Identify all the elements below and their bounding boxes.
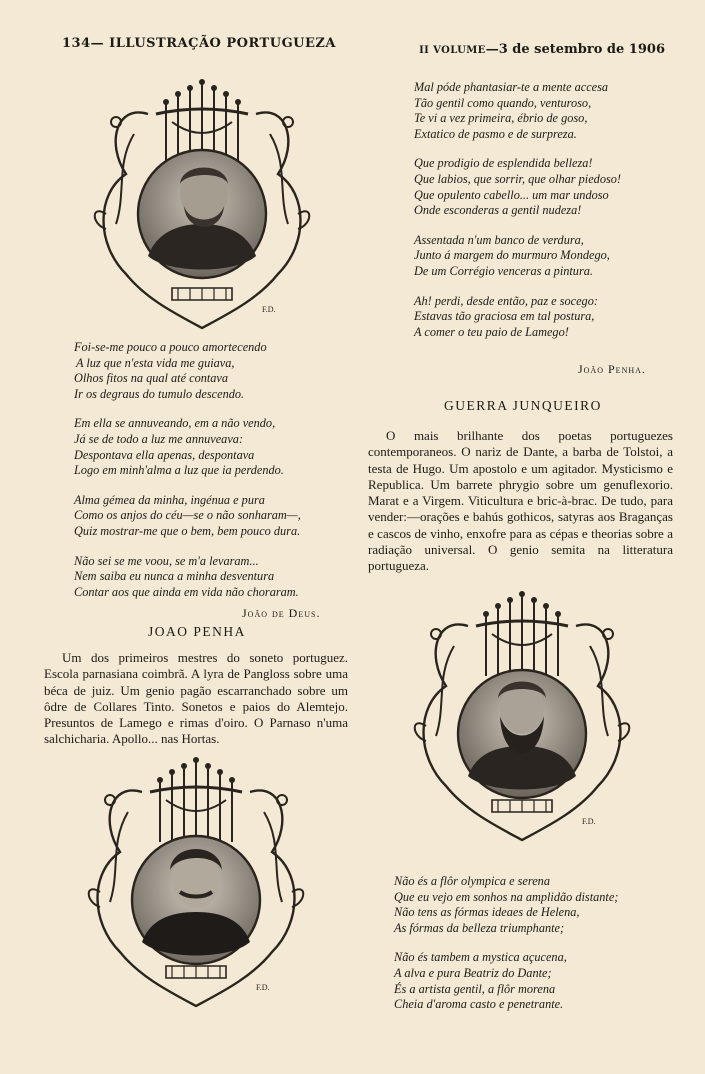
verse-line: Assentada n'um banco de verdura, [414,232,584,247]
verse-line: Mal póde phantasiar-te a mente accesa [414,80,609,94]
bio-joao-penha [44,650,348,748]
verse-line: És a artista gentil, a flôr morena [394,981,556,996]
verse-line: Que opulento cabello... um mar undoso [414,187,609,202]
verse-line: Não tens as fórmas ideaes de Helena, [394,905,580,920]
signature-joao-de-deus: João de Deus. [242,606,321,620]
verse-line: A luz que n'esta vida me guiava, [76,355,235,370]
verse-line: Junto á margem do murmuro Mondego, [414,248,610,263]
verse-line: Nem saiba eu nunca a minha desventura [74,569,275,584]
page-header-title: 134— ILLUSTRAÇÃO PORTUGUEZA [62,36,336,51]
verse-line: Não és a flôr olympica e serena [394,874,550,888]
bio-text: Um dos primeiros mestres do soneto portuguez. Escola parnasiana coimbrã. A lyra de Pangloss sobre uma béca de juiz. Um genio pagão escarranchado sobre um ôdre de Collares Tinto. Sonetos e paios do Alemtejo. Presuntos de Lamego e rimas d'oiro. O Parnaso n'uma salchicharia. Apollo... nas Hortas. [44,650,348,747]
poem-joao-de-deus [74,340,301,600]
issue-date: —3 de setembro de 1906 [485,42,665,57]
monogram-2: F.D. [256,983,270,992]
monogram-1: F.D. [262,305,276,314]
verse-line: Cheia d'aroma casto e penetrante. [394,997,564,1012]
verse-line: Que labios, que sorrir, que olhar piedoso! [414,171,621,186]
verse-line: Despontava ella apenas, despontava [74,447,255,462]
verse-line: Olhos fitos na qual até contava [74,371,229,386]
lyre-portrait-joao-penha [80,752,312,1014]
verse-line: Tão gentil como quando, venturoso, [414,95,592,110]
bio-guerra-junqueiro [368,428,673,575]
signature-joao-penha: João Penha. [578,362,646,376]
heading-guerra-junqueiro: GUERRA JUNQUEIRO [444,398,602,413]
monogram-3: F.D. [582,817,596,826]
poem-joao-penha [414,80,621,340]
bio-text: O mais brilhante dos poetas portuguezes contemporaneos. O nariz de Dante, a barba de Tolstoi, a testa de Hugo. Um apostolo e um agitador. Mysticismo e Republica. Um barrete phrygio sobre um genuflexorio. Marat e a Virgem. Viticultura e bric-à-brac. De tudo, para vender:—orações e bahús gothicos, satyras aos Braganças e cascos de vinho, enxofre para as cépas e theorias sobre a radiação universal. O genio semita na litteratura portugueza. [368,428,673,574]
verse-line: Te vi a vez primeira, ébrio de goso, [414,111,588,126]
verse-line: As fórmas da belleza triumphante; [394,920,565,935]
verse-line: Quiz mostrar-me que o bem, bem pouco dura. [74,523,301,538]
verse-line: Logo em minh'alma a luz que ia perdendo. [74,463,284,478]
verse-line: A comer o teu paio de Lamego! [414,324,569,339]
verse-line: Extatico de pasmo e de surpreza. [414,126,577,141]
verse-line: Já se de todo a luz me annuveava: [74,431,244,446]
verse-line: Em ella se annuveando, em a não vendo, [74,416,276,431]
lyre-portrait-joao-de-deus [86,74,318,336]
verse-line: Ir os degraus do tumulo descendo. [74,386,245,401]
poem-guerra-junqueiro [394,874,618,1013]
lyre-portrait-guerra-junqueiro [406,586,638,848]
verse-line: De um Corrégio venceras a pintura. [414,263,593,278]
verse-line: Como os anjos do céu—se o não sonharam—, [74,508,301,523]
verse-line: Ah! perdi, desde então, paz e socego: [414,293,598,308]
verse-line: Alma gémea da minha, ingénua e pura [74,492,265,507]
volume-label: II VOLUME [419,45,486,56]
verse-line: Estavas tão graciosa em tal postura, [414,309,595,324]
verse-line: Foi-se-me pouco a pouco amortecendo [74,340,267,354]
verse-line: Não sei se me voou, se m'a levaram... [74,553,259,568]
verse-line: Não és tambem a mystica açucena, [394,950,567,965]
verse-line: Que prodigio de esplendida belleza! [414,156,593,171]
verse-line: A alva e pura Beatriz do Dante; [394,965,552,980]
verse-line: Onde esconderas a gentil nudeza! [414,203,582,218]
page-header-date [419,42,665,57]
verse-line: Que eu vejo em sonhos na amplidão distante; [394,889,619,904]
heading-joao-penha: JOAO PENHA [148,624,246,639]
verse-line: Contar aos que ainda em vida não choraram. [74,584,299,599]
